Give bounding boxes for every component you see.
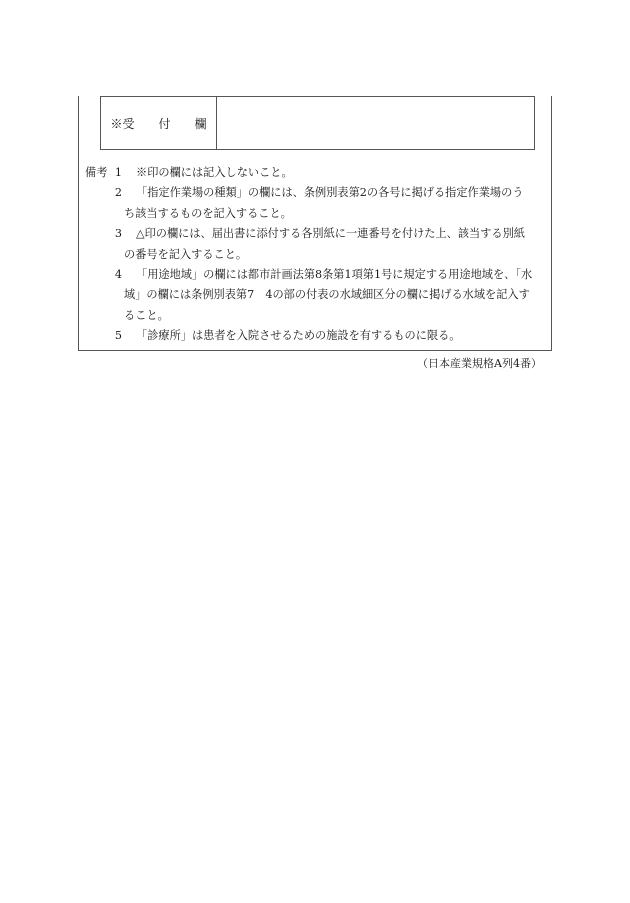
paper-size-note: （日本産業規格A列4番） bbox=[417, 357, 542, 370]
remark-text-line: △印の欄には、届出書に添付する各別紙に一連番号を付けた上、該当する別紙 bbox=[136, 227, 525, 241]
remark-text-line: 「指定作業場の種類」の欄には、条例別表第2の各号に掲げる指定作業場のう bbox=[136, 186, 524, 200]
remark-number: 5 bbox=[114, 329, 122, 343]
remark-item bbox=[85, 183, 550, 224]
remark-item bbox=[85, 326, 550, 346]
remark-item bbox=[85, 224, 550, 265]
receipt-value-cell bbox=[217, 97, 534, 149]
remark-text-line: ち該当するものを記入すること。 bbox=[124, 206, 292, 220]
remark-text-line: の番号を記入すること。 bbox=[124, 247, 248, 261]
remark-item bbox=[85, 163, 550, 183]
receipt-table bbox=[100, 96, 535, 150]
remark-item bbox=[85, 265, 550, 326]
remark-text-line: 「用途地域」の欄には都市計画法第8条第1項第1号に規定する用途地域を、「水 bbox=[136, 268, 533, 282]
remarks-list bbox=[85, 163, 550, 347]
remark-text-line: 「診療所」は患者を入院させるための施設を有するものに限る。 bbox=[136, 329, 461, 343]
remark-text-line: ※印の欄には記入しないこと。 bbox=[136, 166, 293, 179]
remark-number: 2 bbox=[114, 186, 122, 200]
remark-number: 3 bbox=[114, 227, 122, 241]
receipt-label-cell bbox=[101, 97, 217, 149]
remark-text-line: 域」の欄には条例別表第7 4の部の付表の水域細区分の欄に掲げる水域を記入す bbox=[124, 288, 530, 302]
remarks-heading: 備考 bbox=[85, 166, 108, 179]
remark-number: 1 bbox=[114, 166, 122, 179]
remark-number: 4 bbox=[114, 268, 122, 282]
remarks-section bbox=[85, 163, 550, 347]
receipt-label: ※受 付 欄 bbox=[110, 116, 207, 131]
remark-text-line: ること。 bbox=[124, 308, 169, 322]
